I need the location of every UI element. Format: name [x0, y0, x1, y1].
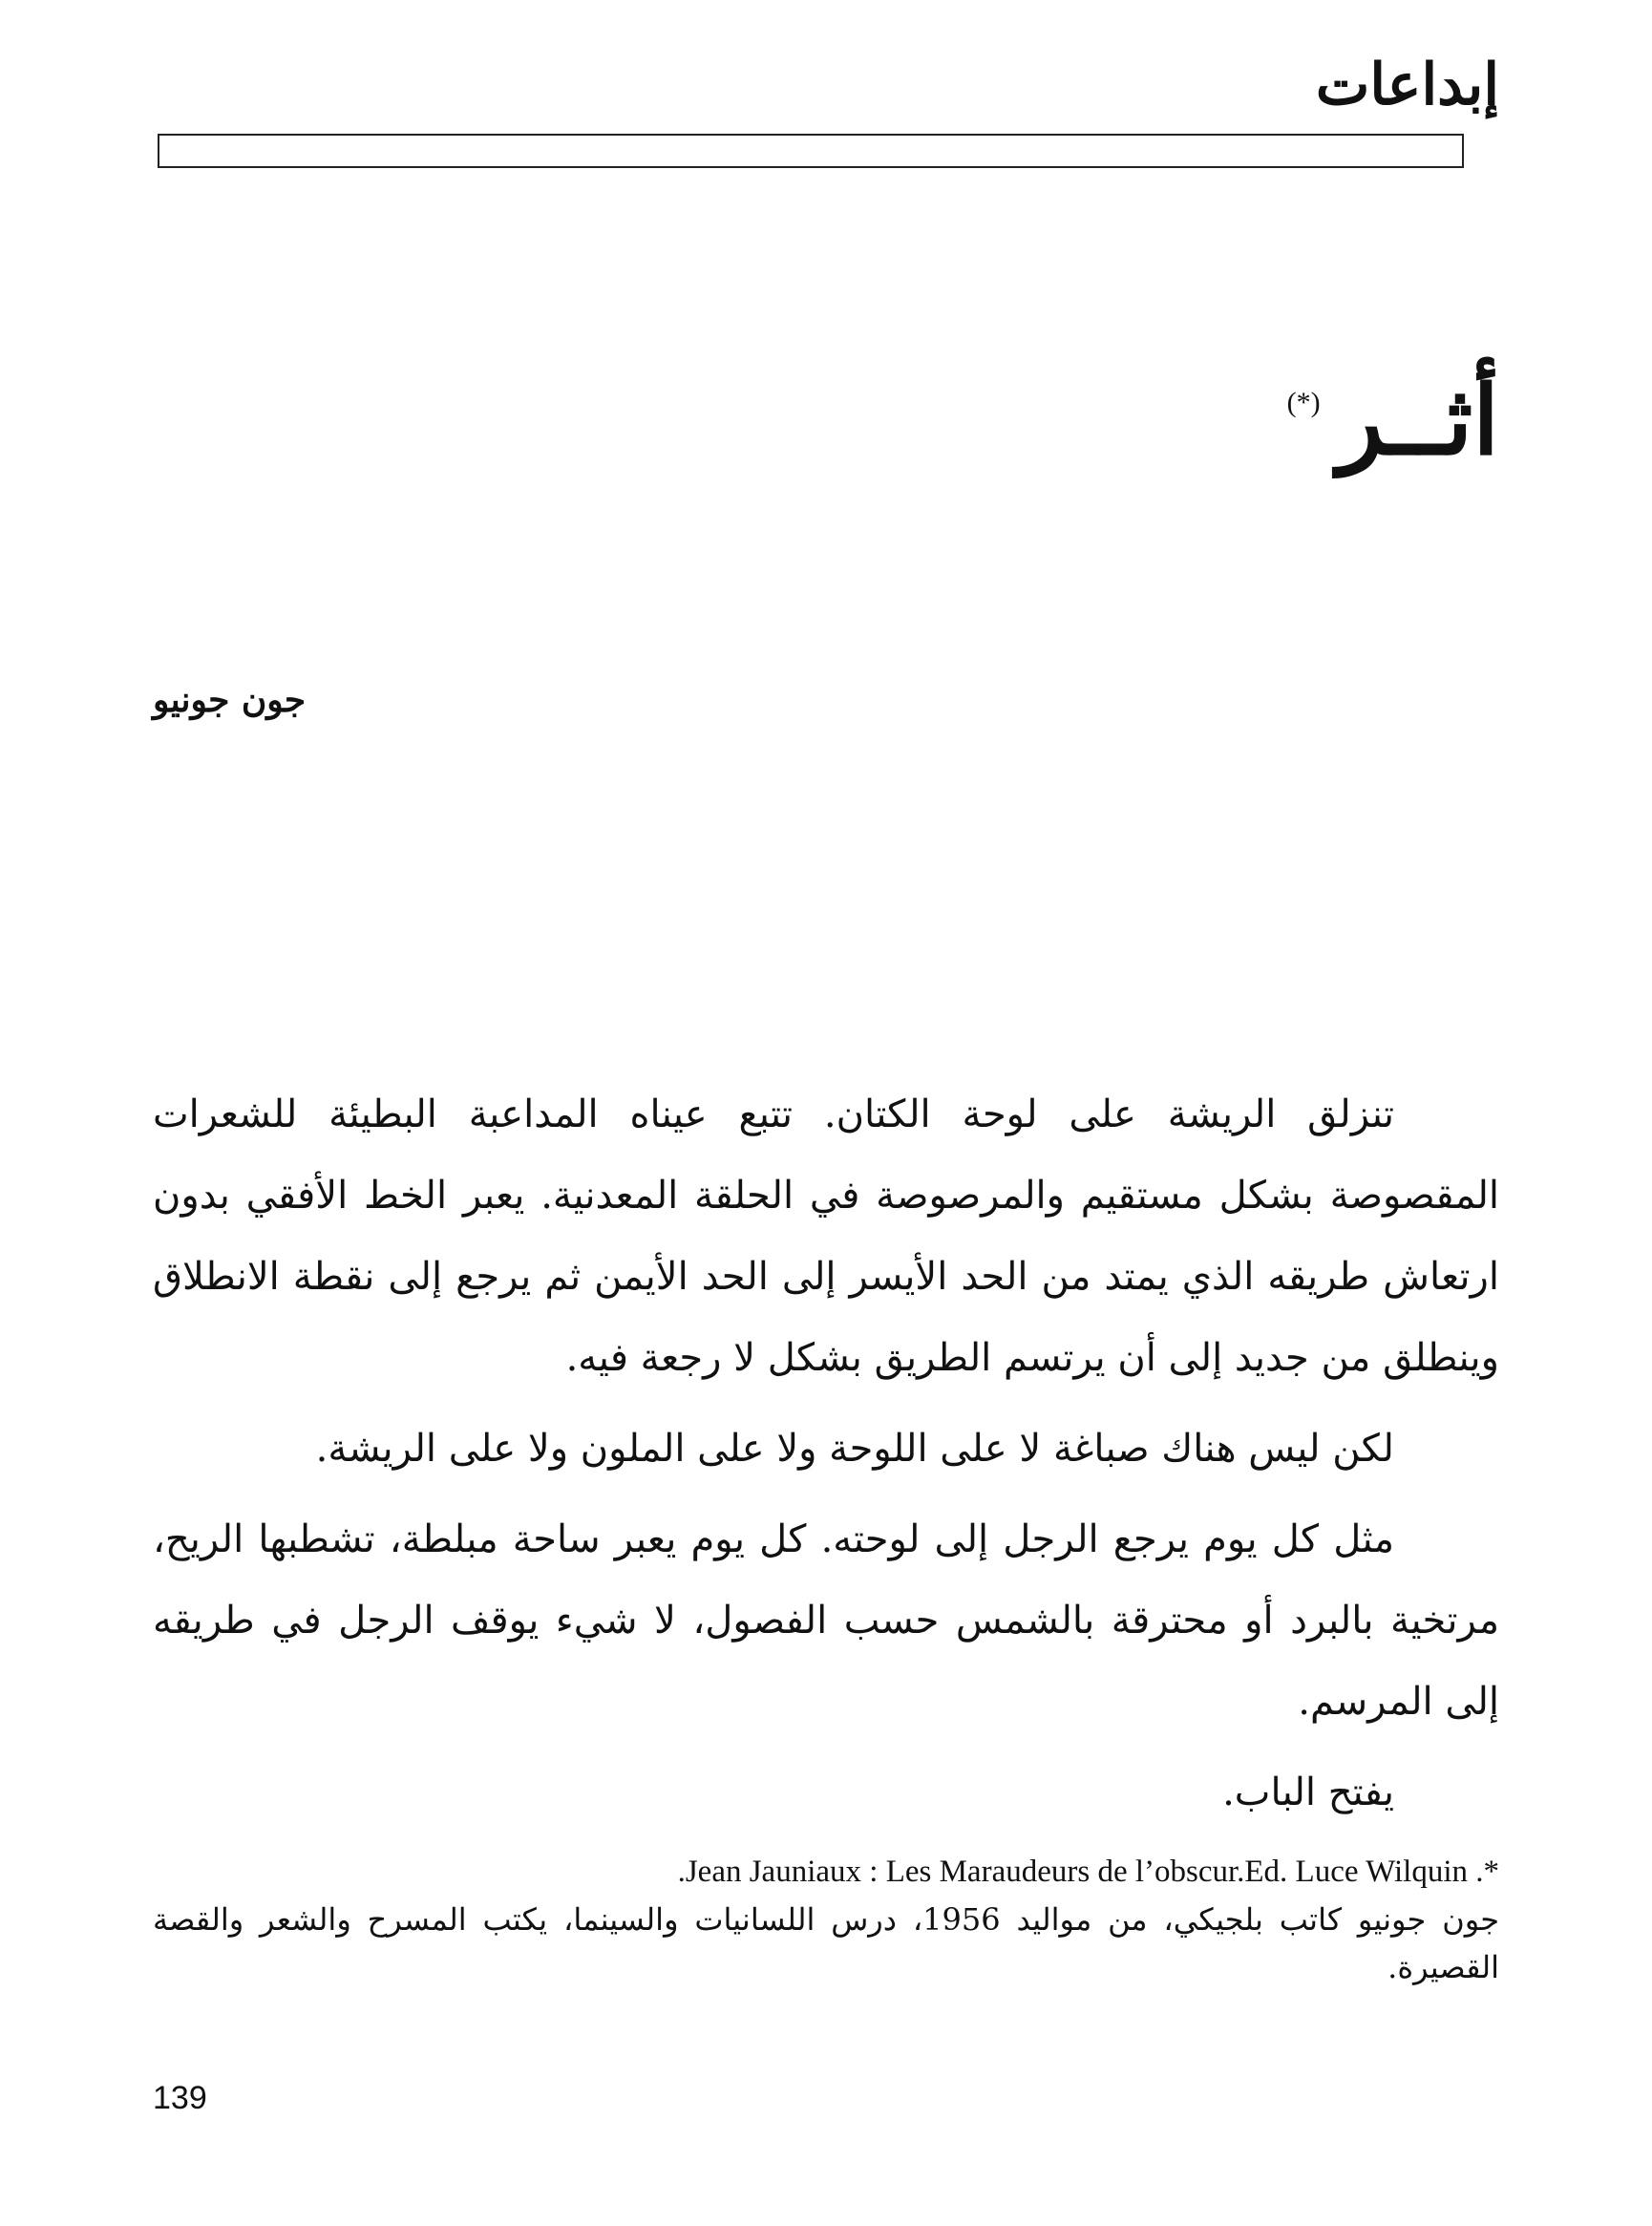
paragraph-1: تنزلق الريشة على لوحة الكتان. تتبع عيناه المداعبة البطيئة للشعرات المقصوصة بشكل مستقيم والمرصوصة في الحلقة المعدنية. يعبر الخط الأفقي بدون ارتعاش طريقه الذي يمتد من الحد الأيسر إلى الحد الأيمن ثم يرجع إلى نقطة الانطلاق وينطلق من جديد إلى أن يرتسم الطريق بشكل لا رجعة فيه.	[153, 1092, 1499, 1380]
article-body	[153, 1074, 1499, 1843]
footnote	[153, 1848, 1499, 1991]
title-footnote-mark: (*)	[1286, 387, 1321, 418]
section-header: إبداعات	[1315, 52, 1499, 118]
header-rule-box	[158, 134, 1464, 168]
paragraph-2: لكن ليس هناك صباغة لا على اللوحة ولا على الملون ولا على الريشة.	[315, 1427, 1394, 1471]
footnote-bio: جون جونيو كاتب بلجيكي، من مواليد 1956، درس اللسانيات والسينما، يكتب المسرح والشعر والقصة القصيرة.	[153, 1901, 1500, 1985]
author-name: جون جونيو	[153, 680, 307, 720]
article-title-block	[1286, 364, 1499, 477]
paragraph-3: مثل كل يوم يرجع الرجل إلى لوحته. كل يوم يعبر ساحة مبلطة، تشطبها الريح، مرتخية بالبرد أو محترقة بالشمس حسب الفصول، لا شيء يوقف الرجل في طريقه إلى المرسم.	[153, 1517, 1499, 1724]
page-number: 139	[153, 2080, 207, 2116]
article-title: أثــر	[1337, 364, 1499, 477]
paragraph-4: يفتح الباب.	[1222, 1770, 1394, 1814]
footnote-source: *. Jean Jauniaux : Les Maraudeurs de l’obscur.Ed. Luce Wilquin.	[677, 1855, 1499, 1889]
